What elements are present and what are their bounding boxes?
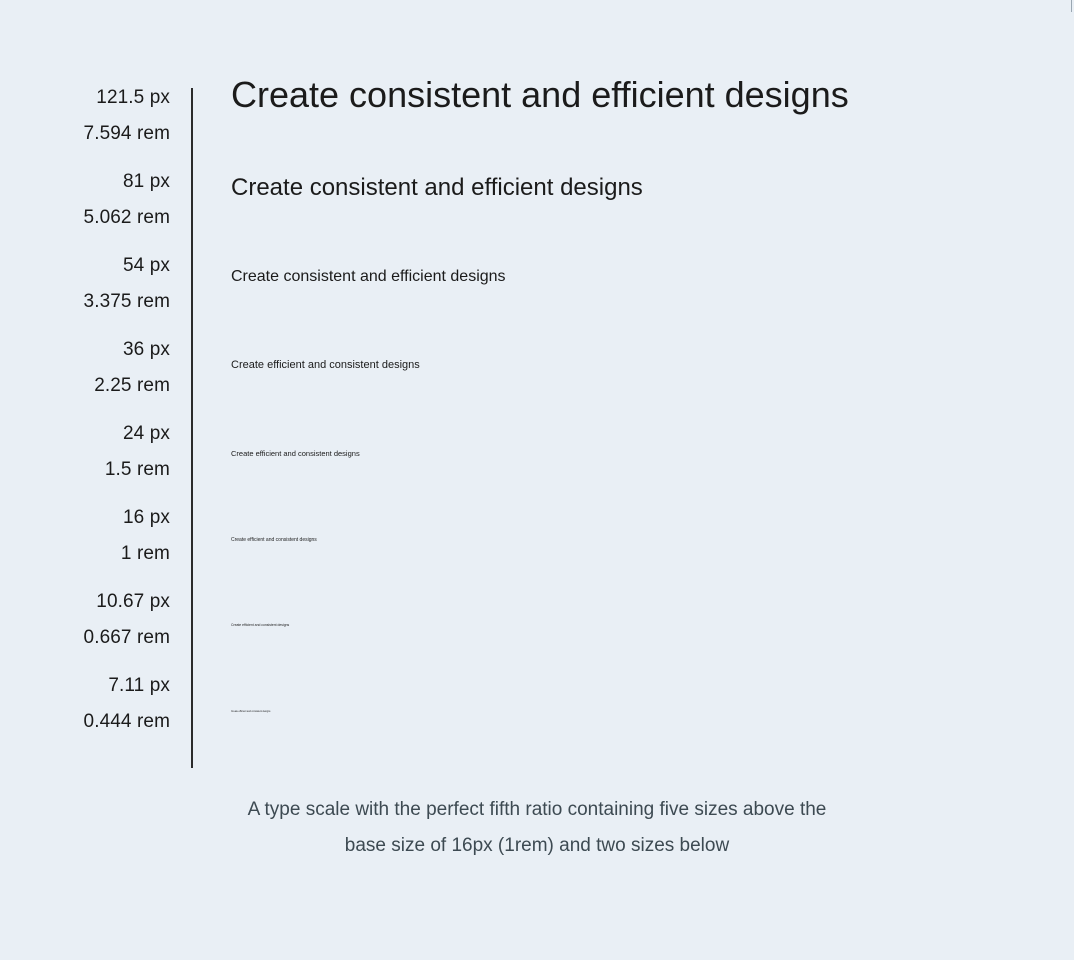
scale-sample-text: Create efficient and consistent designs bbox=[231, 359, 420, 372]
corner-crop-mark bbox=[1071, 0, 1072, 12]
scale-size-px-label: 121.5 px bbox=[96, 87, 170, 108]
scale-sample-text: Create consistent and efficient designs bbox=[231, 74, 849, 116]
scale-sample-text: Create efficient and consistent designs bbox=[231, 623, 290, 628]
scale-sample-text: Create efficient and consistent designs bbox=[231, 710, 271, 713]
scale-row bbox=[0, 172, 1074, 236]
scale-sample-text: Create efficient and consistent designs bbox=[231, 449, 360, 459]
scale-size-px-label: 81 px bbox=[123, 171, 170, 192]
scale-row bbox=[0, 676, 1074, 740]
scale-row-labels bbox=[0, 676, 170, 731]
scale-size-rem-label: 7.594 rem bbox=[83, 123, 170, 144]
scale-size-rem-label: 5.062 rem bbox=[83, 207, 170, 228]
caption-line-1: A type scale with the perfect fifth ratio containing five sizes above the bbox=[247, 799, 827, 820]
scale-sample-text: Create efficient and consistent designs bbox=[231, 536, 317, 543]
scale-sample-column bbox=[170, 508, 1074, 572]
scale-sample-column bbox=[170, 424, 1074, 488]
scale-row bbox=[0, 256, 1074, 320]
scale-size-px-label: 7.11 px bbox=[108, 675, 170, 696]
scale-row bbox=[0, 592, 1074, 656]
scale-sample-column bbox=[170, 592, 1074, 656]
scale-row-labels bbox=[0, 88, 170, 143]
scale-size-rem-label: 3.375 rem bbox=[83, 291, 170, 312]
diagram-caption bbox=[0, 792, 1074, 864]
scale-sample-column bbox=[170, 74, 1074, 152]
scale-size-px-label: 54 px bbox=[123, 255, 170, 276]
scale-sample-column bbox=[170, 340, 1074, 404]
scale-size-rem-label: 0.667 rem bbox=[83, 627, 170, 648]
scale-sample-column bbox=[170, 676, 1074, 740]
scale-size-px-label: 16 px bbox=[123, 507, 170, 528]
scale-row-labels bbox=[0, 172, 170, 227]
scale-row bbox=[0, 340, 1074, 404]
caption-line-2: base size of 16px (1rem) and two sizes below bbox=[344, 835, 730, 856]
scale-size-px-label: 10.67 px bbox=[96, 591, 170, 612]
type-scale-area bbox=[0, 74, 1074, 778]
scale-row-labels bbox=[0, 340, 170, 395]
scale-row-labels bbox=[0, 508, 170, 563]
scale-row-labels bbox=[0, 592, 170, 647]
scale-sample-column bbox=[170, 172, 1074, 236]
scale-row-labels bbox=[0, 424, 170, 479]
scale-row-labels bbox=[0, 256, 170, 311]
scale-row bbox=[0, 74, 1074, 152]
scale-size-rem-label: 1 rem bbox=[120, 543, 170, 564]
scale-sample-text: Create consistent and efficient designs bbox=[231, 173, 643, 201]
scale-sample-column bbox=[170, 256, 1074, 320]
scale-size-rem-label: 1.5 rem bbox=[104, 459, 170, 480]
scale-size-px-label: 36 px bbox=[123, 339, 170, 360]
scale-size-rem-label: 2.25 rem bbox=[94, 375, 170, 396]
scale-row bbox=[0, 424, 1074, 488]
scale-sample-text: Create consistent and efficient designs bbox=[231, 268, 506, 286]
scale-size-px-label: 24 px bbox=[123, 423, 170, 444]
scale-size-rem-label: 0.444 rem bbox=[83, 711, 170, 732]
scale-row bbox=[0, 508, 1074, 572]
